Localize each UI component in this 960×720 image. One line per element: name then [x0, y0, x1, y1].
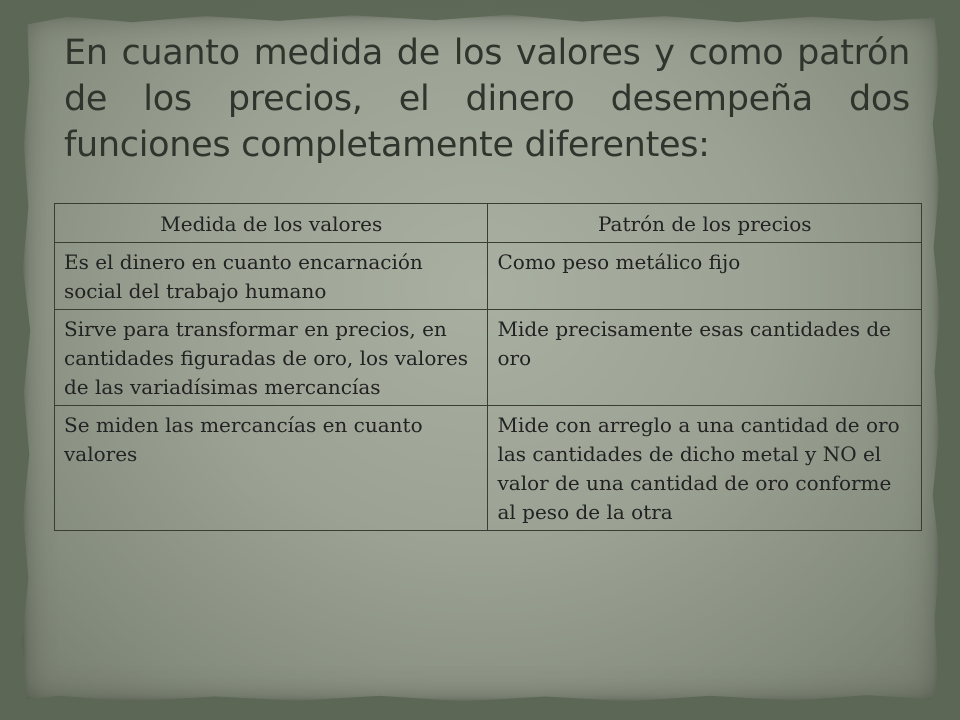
table-row [55, 243, 922, 310]
comparison-table [54, 203, 922, 531]
table-cell: Mide con arreglo a una cantidad de oro las cantidades de dicho metal y NO el valor de una cantidad de oro conforme al peso de la otra [488, 406, 922, 531]
table-cell: Se miden las mercancías en cuanto valores [55, 406, 488, 531]
table-cell: Mide precisamente esas cantidades de oro [488, 310, 922, 406]
header-medida-de-los-valores: Medida de los valores [55, 204, 488, 243]
table-header-row [55, 204, 922, 243]
table-row [55, 310, 922, 406]
table-row [55, 406, 922, 531]
slide-title: En cuanto medida de los valores y como patrón de los precios, el dinero desempeña dos funciones completamente diferentes: [64, 33, 910, 165]
header-patron-de-los-precios: Patrón de los precios [488, 204, 922, 243]
table-cell: Como peso metálico fijo [488, 243, 922, 310]
table-cell: Es el dinero en cuanto encarnación social del trabajo humano [55, 243, 488, 310]
table-cell: Sirve para transformar en precios, en cantidades figuradas de oro, los valores de las variadísimas mercancías [55, 310, 488, 406]
